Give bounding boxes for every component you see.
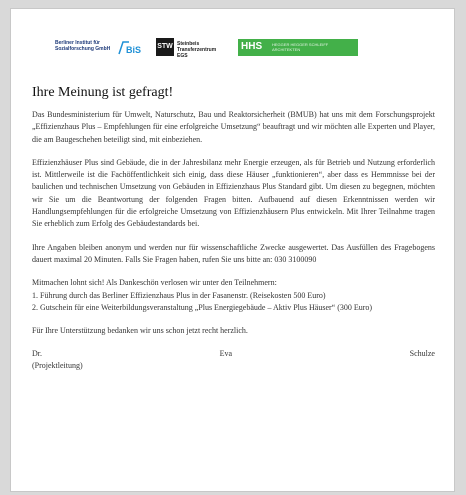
privacy-paragraph: Ihre Angaben bleiben anonym und werden nur für wissenschaftliche Zwecke ausgewertet. Das Ausfüllen des Fragebogens dauert maximal 20 Minuten. Falls Sie Fragen haben, rufen Sie uns bitte an: 030 3100090 <box>32 242 435 264</box>
prize-item: 1. Führung durch das Berliner Effizienzhaus Plus in der Fasanenstr. (Reisekosten 500 Euro) <box>32 290 326 300</box>
page-title: Ihre Meinung ist gefragt! <box>32 85 174 100</box>
thanks-paragraph: Für Ihre Unterstützung bedanken wir uns schon jetzt recht herzlich. <box>32 326 248 336</box>
hhs-logo-text: HEGGER HEGGER SCHLEIFF ARCHITEKTEN <box>272 42 329 52</box>
signature-line <box>32 348 435 360</box>
signature-role: (Projektleitung) <box>32 361 83 371</box>
steinbeis-logo-text: Steinbeis Transferzentrum EGS <box>177 41 217 59</box>
hhs-logo-mark: HHS <box>241 41 263 52</box>
bis-logo-text: Berliner Institut für Sozialforschung GmbH <box>55 40 111 52</box>
bis-logo-mark <box>117 39 143 57</box>
signature-title: Dr. <box>32 349 42 359</box>
svg-text:BiS: BiS <box>126 45 142 55</box>
steinbeis-logo <box>156 38 226 60</box>
intro-paragraph: Das Bundesministerium für Umwelt, Naturschutz, Bau und Reaktorsicherheit (BMUB) hat uns mit dem Forschungsprojekt „Effizienzhaus Plus – Empfehlungen für eine erfolgreiche Umsetzung“ beauftragt und wir möchten alle Experten und Player, die am Baugeschehen beteiligt sind, mit einbeziehen. <box>32 110 435 144</box>
signature-lastname: Schulze <box>409 349 435 359</box>
letter-body <box>32 109 435 372</box>
bis-logo <box>55 39 145 59</box>
steinbeis-logo-mark: STW <box>156 38 174 56</box>
signature-firstname: Eva <box>219 349 233 359</box>
prize-item: 2. Gutschein für eine Weiterbildungsveranstaltung „Plus Energiegebäude – Aktiv Plus Häuser“ (300 Euro) <box>32 302 373 312</box>
hhs-logo <box>238 39 358 56</box>
prize-intro: Mitmachen lohnt sich! Als Dankeschön verlosen wir unter den Teilnehmern: <box>32 278 277 288</box>
logo-bar <box>11 35 454 63</box>
questionnaire-page <box>10 8 455 492</box>
description-paragraph: Effizienzhäuser Plus sind Gebäude, die in der Jahresbilanz mehr Energie erzeugen, als für Betrieb und Nutzung erforderlich ist. Mittlerweile ist die Fachöffentlichkeit sich einig, dass diese Häuser „funktionieren“, aber dass es Hemmnisse bei der baulichen und technischen Umsetzung von Gebäuden in Effizienzhaus Plus Standard gibt. Um diesen zu begegnen, möchten wir Sie um die Beantwortung der folgenden Fragen bitten. Aufbauend auf diesen Erkenntnissen werden wir Handlungsempfehlungen für die erfolgreiche Umsetzung von Effizienzhäusern Plus entwickeln. Mit Ihrer Teilnahme tragen Sie erheblich zum Erfolg des Gebäudestandards bei. <box>32 157 435 229</box>
